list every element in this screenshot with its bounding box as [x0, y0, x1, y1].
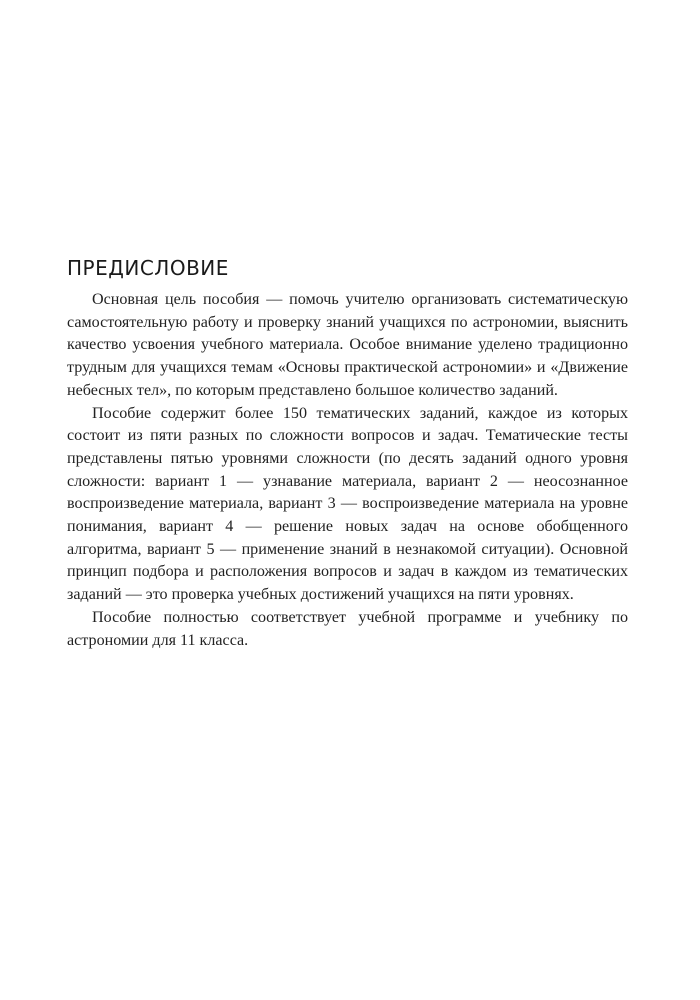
page-title: ПРЕДИСЛОВИЕ	[67, 256, 229, 280]
paragraph-curriculum: Пособие полностью соответствует учебной программе и учебнику по астрономии для 11 класса.	[67, 608, 628, 649]
paragraph-contents: Пособие содержит более 150 тематических заданий, каждое из которых состоит из пяти разных по сложности вопросов и задач. Тематические тесты представлены пятью уровнями сложности (по десять заданий одного уровня сложности: вариант 1 — узнавание материала, вариант 2 — неосознанное воспроизведение материала, вариант 3 — воспроизведение материала на уровне понимания, вариант 4 — решение новых задач на основе обобщенного алгоритма, вариант 5 — применение знаний в незнакомой ситуации). Основной принцип подбора и расположения вопросов и задач в каждом из тематических заданий — это проверка учебных достижений учащихся на пяти уровнях.	[67, 404, 628, 604]
paragraph-purpose: Основная цель пособия — помочь учителю организовать систематическую самостоятельную работу и проверку знаний учащихся по астрономии, выяснить качество усвоения учебного материала. Особое внимание уделено традиционно трудным для учащихся темам «Основы практической астрономии» и «Движение небесных тел», по которым представлено большое количество заданий.	[67, 291, 628, 399]
body-text	[67, 289, 628, 652]
